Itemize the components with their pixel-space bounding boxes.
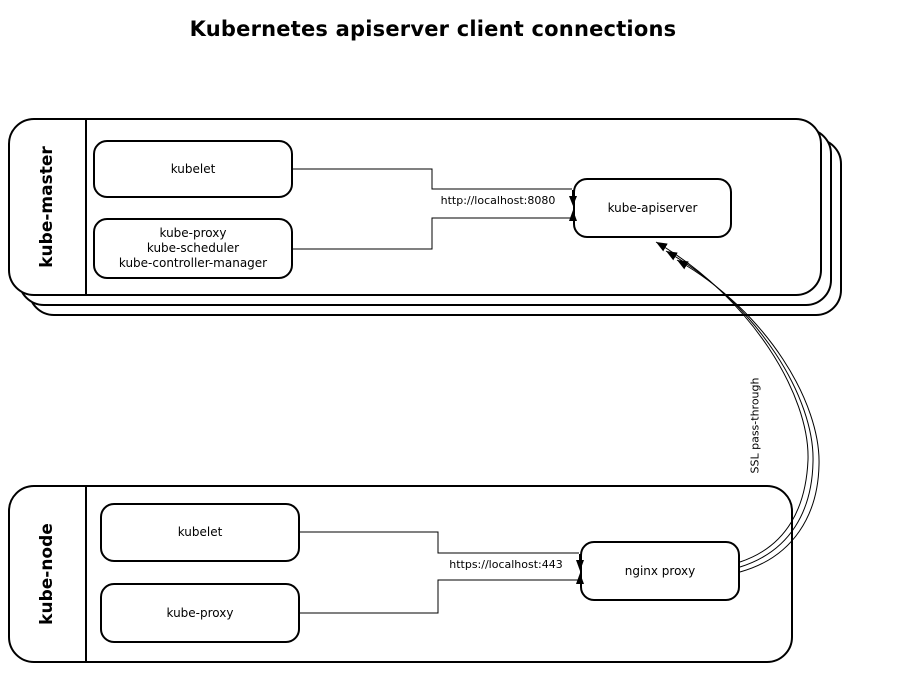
box-kubelet-master: kubelet [93,140,293,198]
edge-label-http-localhost-8080: http://localhost:8080 [440,194,556,207]
box-master-services: kube-proxy kube-scheduler kube-controller-manager [93,218,293,279]
box-kube-proxy-node: kube-proxy [100,583,300,643]
diagram-title: Kubernetes apiserver client connections [189,17,677,41]
master-cluster-label: kube-master [36,146,57,268]
box-nginx-proxy: nginx proxy [580,541,740,601]
box-kube-apiserver: kube-apiserver [573,178,732,238]
node-cluster-label: kube-node [36,523,57,625]
master-cluster-divider [85,118,87,296]
node-cluster-divider [85,485,87,663]
box-kubelet-node: kubelet [100,503,300,562]
edge-label-ssl-pass-through: SSL pass-through [748,377,762,473]
edge-label-https-localhost-443: https://localhost:443 [449,558,563,571]
